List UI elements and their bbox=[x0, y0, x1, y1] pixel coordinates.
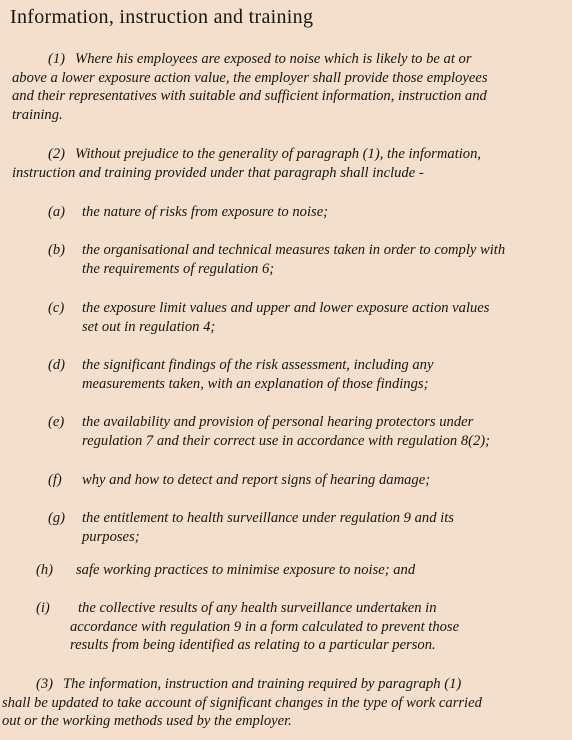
list-item-line: regulation 7 and their correct use in accordance with regulation 8(2); bbox=[82, 432, 491, 449]
list-marker: (f) bbox=[48, 472, 62, 488]
paragraph-line: instruction and training provided under that paragraph shall include - bbox=[12, 164, 424, 181]
paragraph-line: Without prejudice to the generality of paragraph (1), the information, bbox=[75, 146, 482, 162]
list-item-line: why and how to detect and report signs of hearing damage; bbox=[82, 472, 431, 488]
list-item-line: the requirements of regulation 6; bbox=[82, 260, 275, 277]
list-item-line: the entitlement to health surveillance under regulation 9 and its bbox=[82, 510, 454, 526]
list-marker: (i) bbox=[36, 600, 50, 616]
paragraph-3 bbox=[2, 675, 562, 731]
list-marker: (d) bbox=[48, 357, 66, 373]
list-item-line: measurements taken, with an explanation of those findings; bbox=[82, 375, 429, 392]
paragraph-1 bbox=[12, 50, 562, 124]
paragraph-number: (1) bbox=[48, 51, 66, 67]
list-marker: (c) bbox=[48, 300, 65, 316]
list-marker: (e) bbox=[48, 414, 65, 430]
list-item-line: accordance with regulation 9 in a form calculated to prevent those bbox=[70, 618, 460, 635]
section-title: Information, instruction and training bbox=[10, 6, 314, 28]
paragraph-line: training. bbox=[12, 106, 63, 123]
list-marker: (h) bbox=[36, 562, 54, 578]
paragraph-line: out or the working methods used by the employer. bbox=[2, 713, 292, 729]
list-item-line: purposes; bbox=[82, 528, 140, 545]
list-item-line: results from being identified as relating to a particular person. bbox=[70, 637, 436, 653]
paragraph-number: (3) bbox=[36, 676, 54, 692]
list-item-line: safe working practices to minimise exposure to noise; and bbox=[76, 562, 416, 578]
paragraph-line: Where his employees are exposed to noise which is likely to be at or bbox=[75, 51, 472, 67]
paragraph-line: and their representatives with suitable and sufficient information, instruction and bbox=[12, 88, 487, 104]
list-item-line: the organisational and technical measures taken in order to comply with bbox=[82, 242, 506, 258]
paragraph-number: (2) bbox=[48, 146, 66, 162]
list-marker: (g) bbox=[48, 510, 66, 526]
list-item-line: the availability and provision of personal hearing protectors under bbox=[82, 414, 474, 430]
list-marker: (b) bbox=[48, 242, 66, 258]
paragraph-2 bbox=[12, 145, 562, 182]
list-marker: (a) bbox=[48, 204, 66, 220]
list-item-line: the exposure limit values and upper and lower exposure action values bbox=[82, 300, 490, 316]
paragraph-line: shall be updated to take account of significant changes in the type of work carried bbox=[2, 694, 482, 711]
paragraph-line: above a lower exposure action value, the employer shall provide those employees bbox=[12, 69, 488, 86]
list-item-line: the nature of risks from exposure to noise; bbox=[82, 204, 329, 220]
list-item-line: the significant findings of the risk assessment, including any bbox=[82, 357, 434, 373]
paragraph-line: The information, instruction and training required by paragraph (1) bbox=[63, 676, 462, 692]
list-item-line: the collective results of any health surveillance undertaken in bbox=[78, 600, 437, 616]
list-item-line: set out in regulation 4; bbox=[82, 318, 216, 335]
